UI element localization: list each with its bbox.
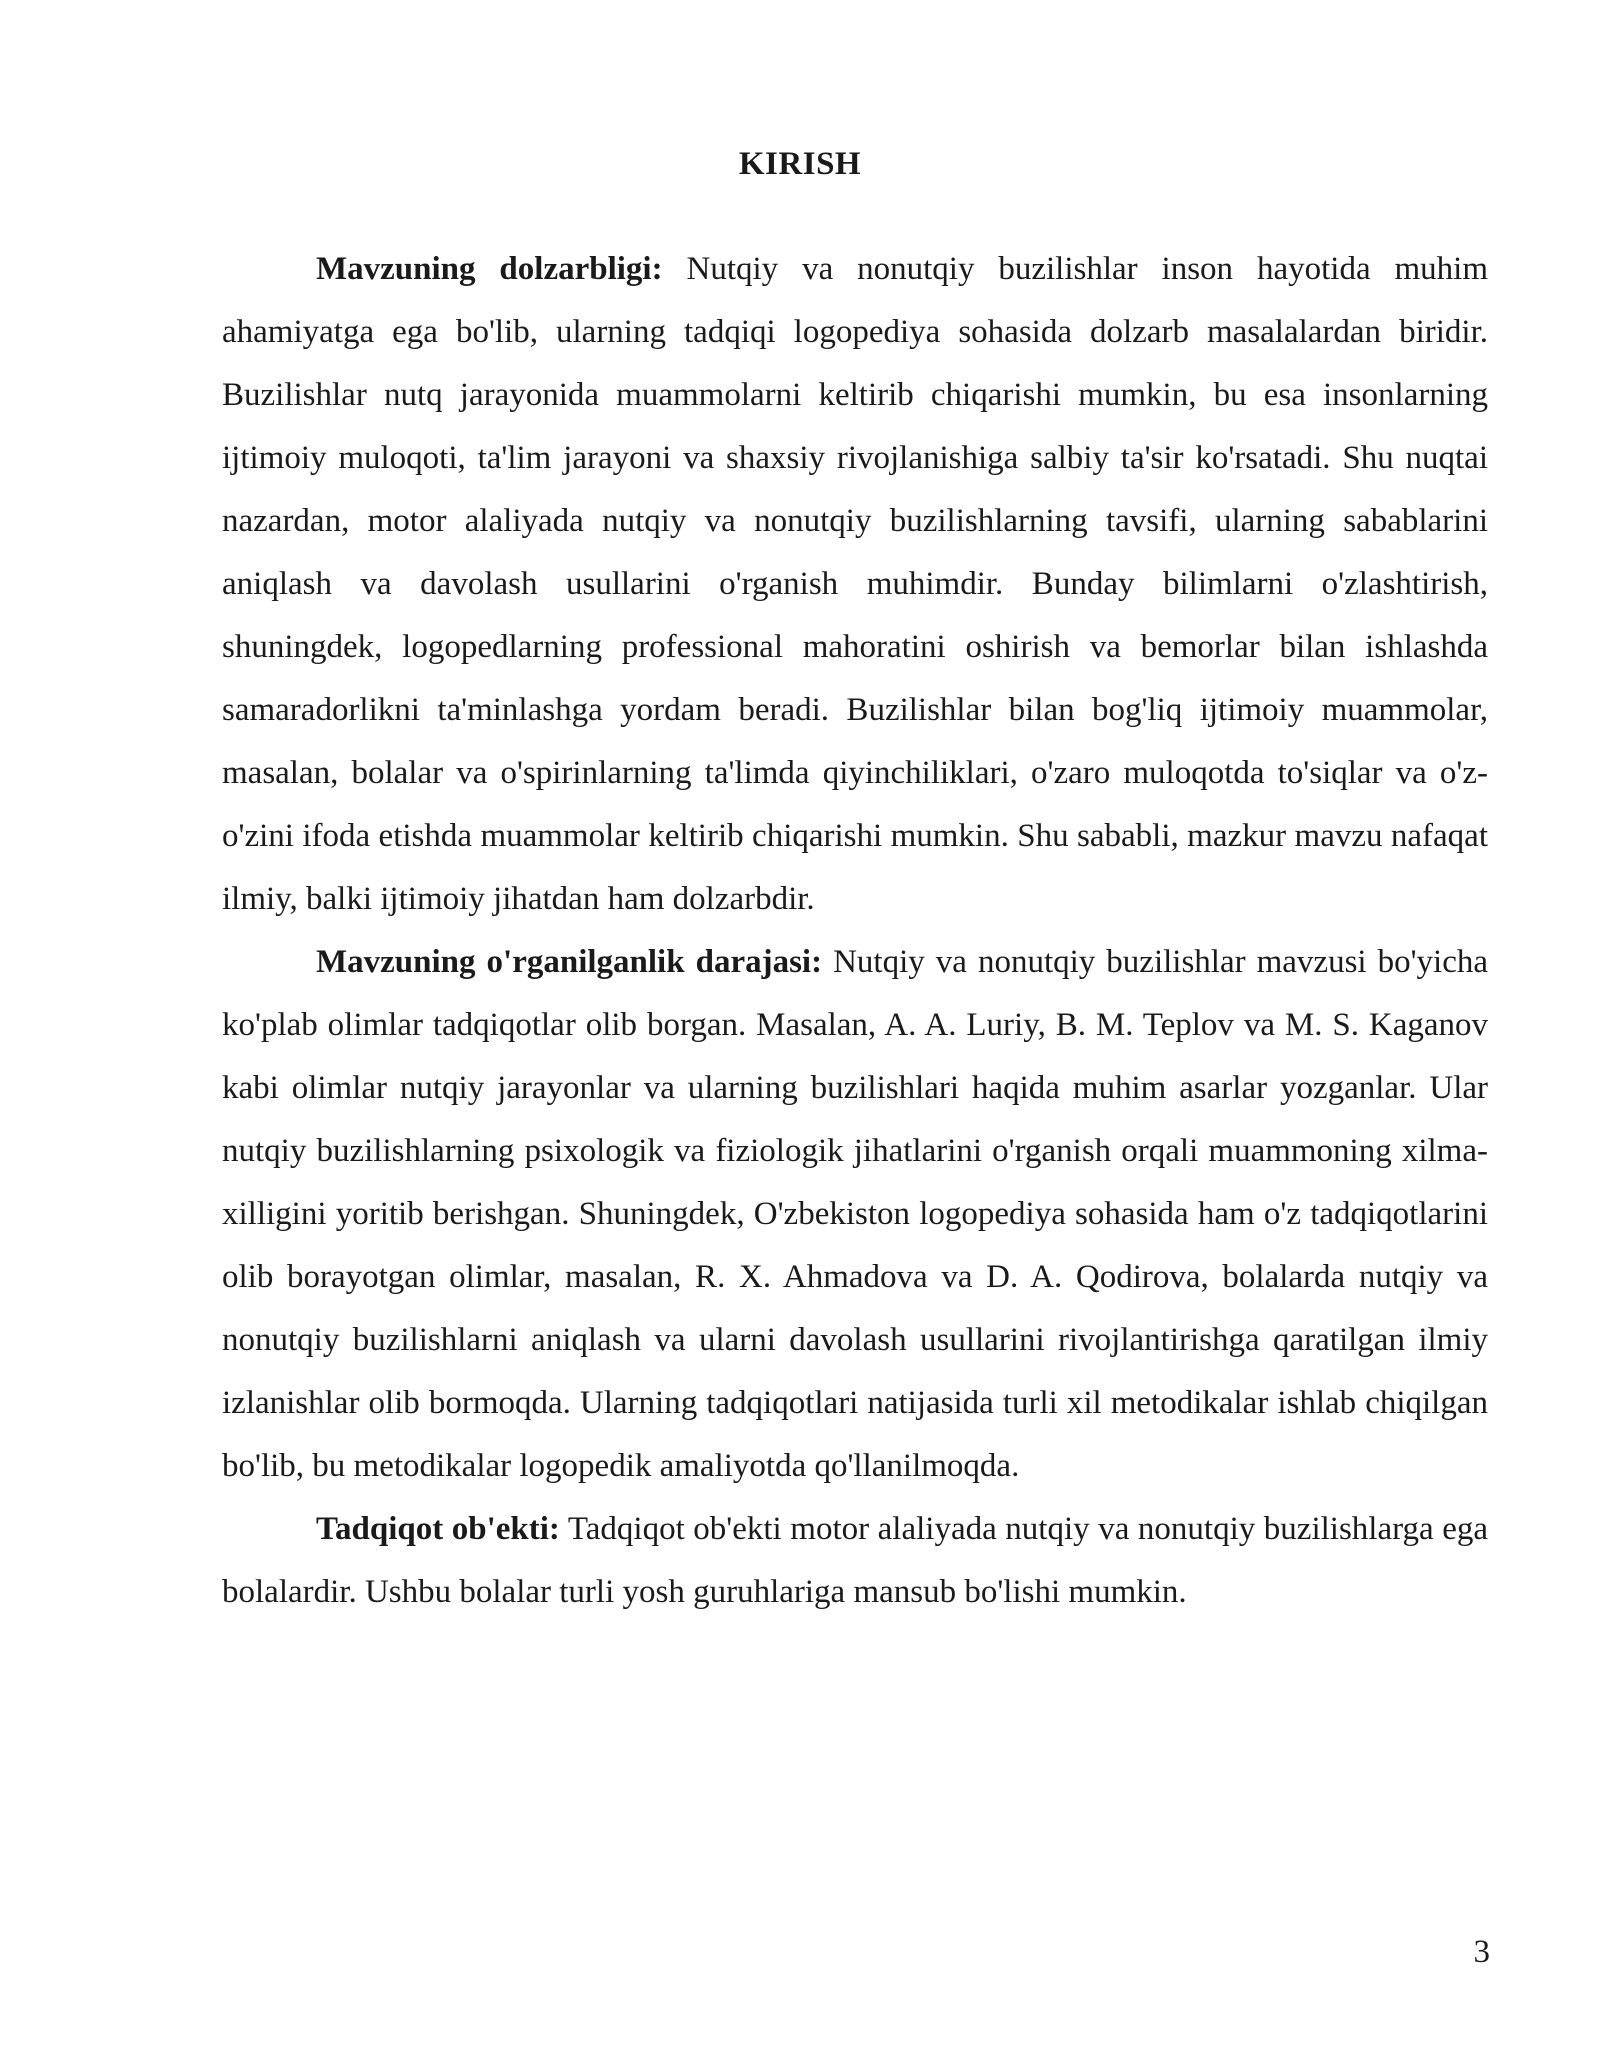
- paragraph-relevance: [222, 238, 1488, 931]
- paragraph-lead: Mavzuning dolzarbligi:: [316, 251, 663, 287]
- paragraph-lead: Mavzuning o'rganilganlik darajasi:: [316, 944, 823, 980]
- paragraph-study-level: [222, 931, 1488, 1498]
- paragraph-lead: Tadqiqot ob'ekti:: [316, 1511, 560, 1547]
- paragraph-text: Nutqiy va nonutqiy buzilishlar mavzusi bo'yicha ko'plab olimlar tadqiqotlar olib borgan. Masalan, A. A. Luriy, B. M. Teplov va M. S. Kaganov kabi olimlar nutqiy jarayonlar va ularning buzilishlari haqida muhim asarlar yozganlar. Ular nutqiy buzilishlarning psixologik va fiziologik jihatlarini o'rganish orqali muammoning xilma-xilligini yoritib berishgan. Shuningdek, O'zbekiston logopediya sohasida ham o'z tadqiqotlarini olib borayotgan olimlar, masalan, R. X. Ahmadova va D. A. Qodirova, bolalarda nutqiy va nonutqiy buzilishlarni aniqlash va ularni davolash usullarini rivojlantirishga qaratilgan ilmiy izlanishlar olib bormoqda. Ularning tadqiqotlari natijasida turli xil metodikalar ishlab chiqilgan bo'lib, bu metodikalar logopedik amaliyotda qo'llanilmoqda.: [222, 944, 1488, 1484]
- paragraph-text: Tadqiqot ob'ekti motor alaliyada nutqiy va nonutqiy buzilishlarga ega bolalardir. Ushbu bolalar turli yosh guruhlariga mansub bo'lishi mumkin.: [222, 1511, 1488, 1610]
- document-body: [222, 238, 1488, 1624]
- paragraph-research-object: [222, 1498, 1488, 1624]
- paragraph-text: Nutqiy va nonutqiy buzilishlar inson hayotida muhim ahamiyatga ega bo'lib, ularning tadqiqi logopediya sohasida dolzarb masalalardan biridir. Buzilishlar nutq jarayonida muammolarni keltirib chiqarishi mumkin, bu esa insonlarning ijtimoiy muloqoti, ta'lim jarayoni va shaxsiy rivojlanishiga salbiy ta'sir ko'rsatadi. Shu nuqtai nazardan, motor alaliyada nutqiy va nonutqiy buzilishlarning tavsifi, ularning sabablarini aniqlash va davolash usullarini o'rganish muhimdir. Bunday bilimlarni o'zlashtirish, shuningdek, logopedlarning professional mahoratini oshirish va bemorlar bilan ishlashda samaradorlikni ta'minlashga yordam beradi. Buzilishlar bilan bog'liq ijtimoiy muammolar, masalan, bolalar va o'spirinlarning ta'limda qiyinchiliklari, o'zaro muloqotda to'siqlar va o'z-o'zini ifoda etishda muammolar keltirib chiqarishi mumkin. Shu sababli, mazkur mavzu nafaqat ilmiy, balki ijtimoiy jihatdan ham dolzarbdir.: [222, 251, 1488, 917]
- page-title: KIRISH: [738, 146, 862, 182]
- page-number: 3: [1473, 1934, 1490, 1970]
